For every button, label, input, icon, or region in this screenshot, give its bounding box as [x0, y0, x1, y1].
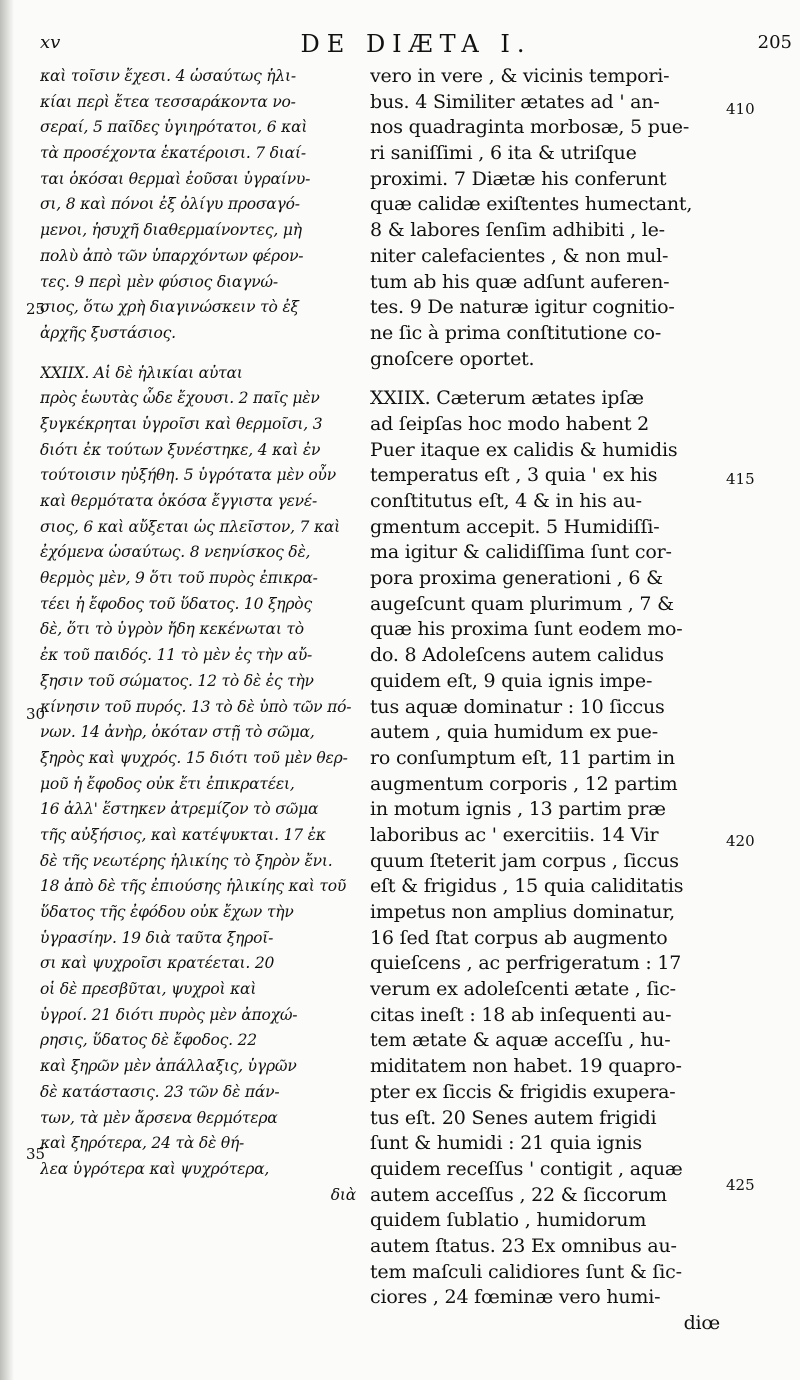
greek-line: πολὺ ἀπὸ τῶν ὑπαρχόντων φέρον-: [40, 246, 304, 265]
greek-line: τέει ἡ ἔφοδος τοῦ ὕδατος. 10 ξηρὸς: [40, 594, 312, 613]
latin-line: quidem receſſus ' contigit , aquæ: [370, 1157, 683, 1180]
greek-line: 16 ἀλλ' ἕστηκεν ἀτρεμίζον τὸ σῶμα: [40, 800, 319, 819]
latin-line: 16 ſed ſtat corpus ab augmento: [370, 926, 668, 949]
greek-line: ξυγκέκρηται ὑγροῖσι καὶ θερμοῖσι, 3: [40, 414, 323, 433]
latin-line: conſtitutus eſt, 4 & in his au-: [370, 490, 642, 512]
greek-line: ξησιν τοῦ σώματος. 12 τὸ δὲ ἐς τὴν: [40, 671, 314, 690]
latin-line: ma igitur & calidiſſima ſunt cor-: [370, 541, 672, 564]
greek-line: καὶ θερμότατα ὁκόσα ἔγγιστα γενέ-: [40, 492, 318, 510]
latin-line: proximi. 7 Diætæ his conferunt: [370, 167, 667, 190]
line-number-left: 25: [26, 300, 46, 318]
greek-line: τες. 9 περὶ μὲν φύσιος διαγνώ-: [40, 272, 278, 291]
latin-line: temperatus eſt , 3 quia ' ex his: [370, 464, 658, 487]
greek-line: καὶ τοῖσιν ἔχεσι. 4 ὡσαύτως ἡλι-: [40, 67, 296, 85]
latin-line: laboribus ac ' exercitiis. 14 Vir: [370, 823, 659, 846]
paragraph-gap: [40, 347, 356, 361]
latin-line: do. 8 Adoleſcens autem calidus: [370, 644, 664, 667]
latin-line: bus. 4 Similiter ætates ad ' an-: [370, 90, 660, 113]
latin-line: ri saniſſimi , 6 ita & utriſque: [370, 142, 637, 165]
latin-line: gnoſcere oportet.: [370, 347, 535, 370]
latin-line: augmentum corporis , 12 partim: [370, 772, 678, 795]
latin-line: ſunt & humidi : 21 quia ignis: [370, 1132, 642, 1155]
greek-line: δὲ τῆς νεωτέρης ἡλικίης τὸ ξηρὸν ἔνι.: [40, 851, 333, 870]
latin-line: eſt & frigidus , 15 quia caliditatis: [370, 875, 684, 898]
greek-line: σιος, 6 καὶ αὔξεται ὡς πλεῖστον, 7 καὶ: [40, 517, 341, 536]
greek-line: ὑγρασίην. 19 διὰ ταῦτα ξηροῖ-: [40, 928, 274, 947]
latin-line: ciores , 24 fœminæ vero humi-: [370, 1286, 661, 1309]
latin-line: quieſcens , ac perfrigeratum : 17: [370, 952, 682, 975]
latin-line: quidem eſt, 9 quia ignis impe-: [370, 669, 653, 692]
greek-line: ὕδατος τῆς ἐφόδου οὐκ ἔχων τὴν: [40, 903, 294, 921]
latin-line: tem maſculi calidiores ſunt & ſic-: [370, 1260, 682, 1283]
latin-line: tus aquæ dominatur : 10 ſiccus: [370, 695, 665, 718]
running-title: DE DIÆTA I.: [300, 30, 532, 58]
greek-line: κίνησιν τοῦ πυρός. 13 τὸ δὲ ὑπὸ τῶν πό-: [40, 697, 352, 716]
latin-line: ro conſumptum eſt, 11 partim in: [370, 746, 675, 769]
greek-line: οἱ δὲ πρεσβῦται, ψυχροὶ καὶ: [40, 980, 257, 999]
greek-line: νων. 14 ἀνὴρ, ὁκόταν στῇ τὸ σῶμα,: [40, 723, 315, 742]
greek-line: μενοι, ἡσυχῆ διαθερμαίνοντες, μὴ: [40, 221, 302, 240]
latin-line: ne ſic à prima conſtitutione co-: [370, 321, 662, 344]
greek-line: ρησις, ὕδατος δὲ ἔφοδος. 22: [40, 1031, 257, 1050]
page-spine-shadow: [0, 0, 14, 1380]
latin-line: tem ætate & aquæ acceſſu , hu-: [370, 1029, 671, 1052]
greek-line: ξηρὸς καὶ ψυχρός. 15 διότι τοῦ μὲν θερ-: [40, 748, 348, 767]
greek-text-column: [40, 64, 356, 1208]
greek-line: XXIIX. Αἱ δὲ ἡλικίαι αὐται: [40, 363, 243, 382]
greek-line: δὲ κατάστασις. 23 τῶν δὲ πάν-: [40, 1082, 280, 1101]
latin-line: tus eſt. 20 Senes autem frigidi: [370, 1106, 657, 1129]
page-number: 205: [757, 32, 792, 53]
greek-line: πρὸς ἑωυτὰς ὧδε ἔχουσι. 2 παῖς μὲν: [40, 389, 320, 408]
paragraph-gap: [370, 372, 720, 386]
latin-line: impetus non amplius dominatur,: [370, 901, 675, 923]
greek-line: διότι ἐκ τούτων ξυνέστηκε, 4 καὶ ἐν: [40, 440, 321, 459]
latin-line: miditatem non habet. 19 quapro-: [370, 1055, 682, 1078]
greek-line: σι καὶ ψυχροῖσι κρατέεται. 20: [40, 954, 275, 973]
running-header: [40, 30, 792, 60]
greek-line: 18 ἀπὸ δὲ τῆς ἐπιούσης ἡλικίης καὶ τοῦ: [40, 877, 347, 896]
latin-line: XXIIX. Cæterum ætates ipſæ: [370, 387, 644, 410]
greek-line: λεα ὑγρότερα καὶ ψυχρότερα,: [40, 1159, 270, 1178]
greek-line: σι, 8 καὶ πόνοι ἐξ ὀλίγυ προσαγό-: [40, 195, 300, 214]
latin-line: in motum ignis , 13 partim præ: [370, 798, 666, 821]
latin-line: nos quadraginta morbosæ, 5 pue-: [370, 116, 690, 139]
latin-line: citas ineſt : 18 ab inſequenti au-: [370, 1003, 672, 1026]
line-number-left: 35: [26, 1145, 46, 1163]
greek-line: σεραί, 5 παῖδες ὑγιηρότατοι, 6 καὶ: [40, 118, 308, 137]
latin-line: gmentum accepit. 5 Humidiſſi-: [370, 515, 660, 538]
greek-line: των, τὰ μὲν ἄρσενα θερμότερα: [40, 1108, 278, 1127]
latin-text-column: [370, 64, 720, 1337]
greek-line: ἐκ τοῦ παιδός. 11 τὸ μὲν ἐς τὴν αὔ-: [40, 646, 313, 665]
greek-line: ται ὁκόσαι θερμαὶ ἐοῦσαι ὑγραίνυ-: [40, 169, 311, 188]
greek-line: διὰ: [330, 1185, 356, 1204]
latin-line: ad ſeipſas hoc modo habent 2: [370, 412, 650, 435]
section-marker: xv: [40, 32, 61, 53]
line-number-left: 30: [26, 705, 46, 723]
greek-line: δὲ, ὅτι τὸ ὑγρὸν ἤδη κεκένωται τὸ: [40, 620, 304, 639]
latin-line: autem , quia humidum ex pue-: [370, 721, 658, 744]
latin-line: autem ſtatus. 23 Ex omnibus au-: [370, 1234, 677, 1257]
greek-line: τούτοισιν ηὐξήθη. 5 ὑγρότατα μὲν οὖν: [40, 466, 336, 485]
greek-line: τῆς αὐξήσιος, καὶ κατέψυκται. 17 ἐκ: [40, 825, 326, 844]
greek-line: τὰ προσέχοντα ἑκατέροισι. 7 διαί-: [40, 144, 306, 163]
latin-line: niter calefacientes , & non mul-: [370, 244, 669, 267]
line-number-right: 425: [726, 1176, 755, 1194]
greek-line: ἀρχῆς ξυστάσιος.: [40, 323, 176, 342]
latin-line: tes. 9 De naturæ igitur cognitio-: [370, 296, 675, 319]
line-number-right: 415: [726, 470, 755, 488]
latin-line: quæ his proxima ſunt eodem mo-: [370, 618, 683, 641]
latin-line: diœ: [683, 1312, 720, 1334]
latin-line: autem acceſſus , 22 & ſiccorum: [370, 1183, 667, 1206]
latin-line: augeſcunt quam plurimum , 7 &: [370, 592, 674, 615]
latin-line: verum ex adoleſcenti ætate , ſic-: [370, 978, 676, 1001]
greek-line: ὑγροί. 21 διότι πυρὸς μὲν ἀποχώ-: [40, 1005, 298, 1024]
greek-line: θερμὸς μὲν, 9 ὅτι τοῦ πυρὸς ἐπικρα-: [40, 569, 318, 588]
greek-line: κίαι περὶ ἔτεα τεσσαράκοντα νο-: [40, 92, 296, 111]
latin-line: tum ab his quæ adſunt auferen-: [370, 270, 670, 293]
greek-line: σιος, ὅτω χρὴ διαγινώσκειν τὸ ἐξ: [40, 298, 299, 317]
latin-line: quæ calidæ exiſtentes humectant,: [370, 193, 693, 216]
latin-line: vero in vere , & vicinis tempori-: [370, 65, 670, 87]
greek-line: καὶ ξηρότερα, 24 τὰ δὲ θή-: [40, 1134, 245, 1153]
line-number-right: 420: [726, 832, 755, 850]
greek-line: καὶ ξηρῶν μὲν ἀπάλλαξις, ὑγρῶν: [40, 1057, 297, 1076]
line-number-right: 410: [726, 100, 755, 118]
latin-line: quidem ſublatio , humidorum: [370, 1209, 647, 1232]
latin-line: 8 & labores ſenſim adhibiti , le-: [370, 219, 665, 242]
latin-line: pora proxima generationi , 6 &: [370, 567, 663, 590]
greek-line: ἐχόμενα ὡσαύτως. 8 νεηνίσκος δὲ,: [40, 543, 311, 562]
greek-line: μοῦ ἡ ἔφοδος οὐκ ἔτι ἐπικρατέει,: [40, 774, 295, 793]
latin-line: Puer itaque ex calidis & humidis: [370, 438, 678, 461]
latin-line: quum ſteterit jam corpus , ſiccus: [370, 849, 679, 872]
latin-line: pter ex ſiccis & frigidis exupera-: [370, 1080, 676, 1103]
